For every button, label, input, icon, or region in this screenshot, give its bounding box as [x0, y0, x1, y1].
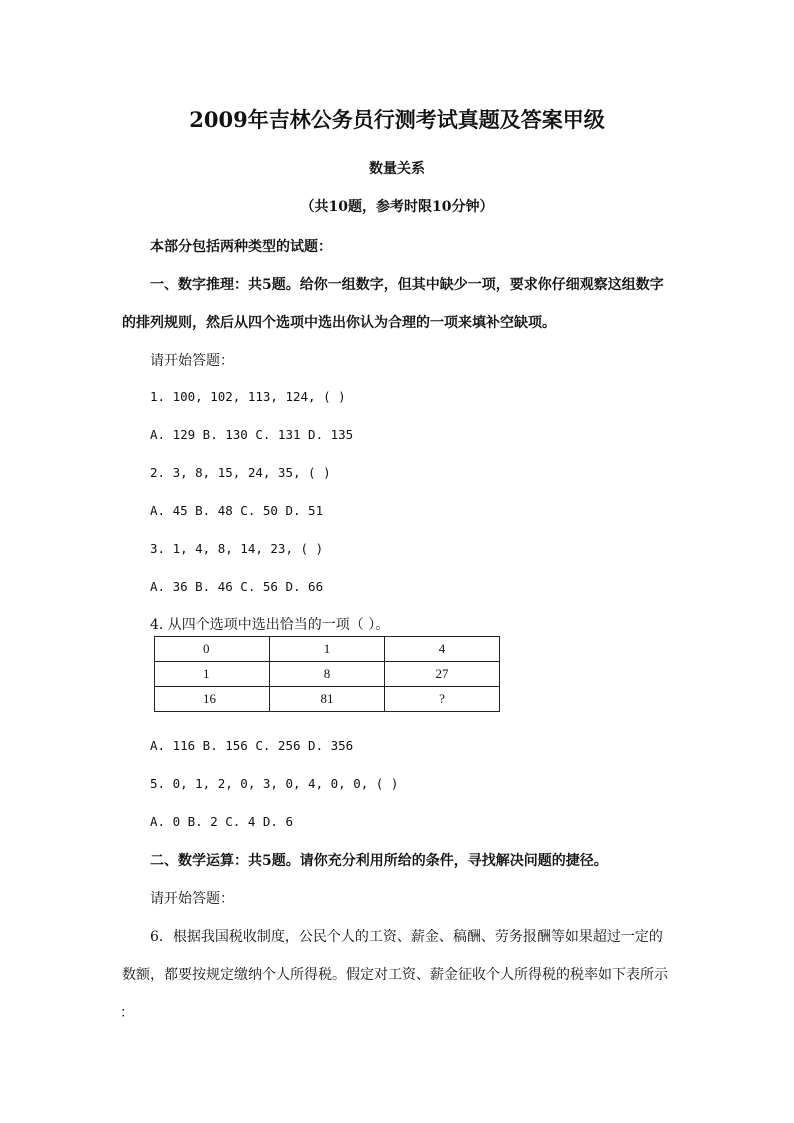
question-2: 2. 3, 8, 15, 24, 35, ( ) [150, 465, 331, 480]
table-row [155, 662, 500, 687]
question-1: 1. 100, 102, 113, 124, ( ) [150, 389, 346, 404]
part1-heading-line2: 的排列规则，然后从四个选项中选出你认为合理的一项来填补空缺项。 [122, 315, 556, 331]
table-cell: 1 [155, 662, 270, 687]
table-cell: 1 [270, 637, 385, 662]
part2-heading: 二、数学运算：共5题。请你充分利用所给的条件，寻找解决问题的捷径。 [150, 853, 608, 869]
table-cell: 8 [270, 662, 385, 687]
question-2-options: A. 45 B. 48 C. 50 D. 51 [150, 503, 324, 518]
question-6-line2: 数额，都要按规定缴纳个人所得税。假定对工资、薪金征收个人所得税的税率如下表所示 [122, 967, 668, 983]
question-4-options: A. 116 B. 156 C. 256 D. 356 [150, 738, 354, 753]
question-6-line3: ： [120, 1005, 134, 1021]
section-note: （共10题，参考时限10分钟） [300, 199, 494, 215]
intro-text: 本部分包括两种类型的试题： [150, 239, 332, 255]
question-3-options: A. 36 B. 46 C. 56 D. 66 [150, 579, 324, 594]
question-4: 4. 从四个选项中选出恰当的一项（ ）。 [150, 617, 390, 633]
table-cell: 81 [270, 687, 385, 712]
question-1-options: A. 129 B. 130 C. 131 D. 135 [150, 427, 354, 442]
start-prompt-2: 请开始答题： [150, 891, 234, 907]
page-title: 2009年吉林公务员行测考试真题及答案甲级 [189, 107, 605, 132]
table-cell: 16 [155, 687, 270, 712]
section-title: 数量关系 [369, 161, 425, 177]
table-cell: ? [385, 687, 500, 712]
question-5: 5. 0, 1, 2, 0, 3, 0, 4, 0, 0, ( ) [150, 776, 399, 791]
question-6-line1: 6．根据我国税收制度，公民个人的工资、薪金、稿酬、劳务报酬等如果超过一定的 [150, 929, 663, 945]
table-cell: 0 [155, 637, 270, 662]
table-cell: 4 [385, 637, 500, 662]
part1-heading-line1: 一、数字推理：共5题。给你一组数字，但其中缺少一项，要求你仔细观察这组数字 [150, 277, 664, 293]
table-row [155, 687, 500, 712]
start-prompt-1: 请开始答题： [150, 353, 234, 369]
question-3: 3. 1, 4, 8, 14, 23, ( ) [150, 541, 324, 556]
table-cell: 27 [385, 662, 500, 687]
table-row [155, 637, 500, 662]
question-4-table [154, 636, 500, 712]
question-5-options: A. 0 B. 2 C. 4 D. 6 [150, 814, 293, 829]
